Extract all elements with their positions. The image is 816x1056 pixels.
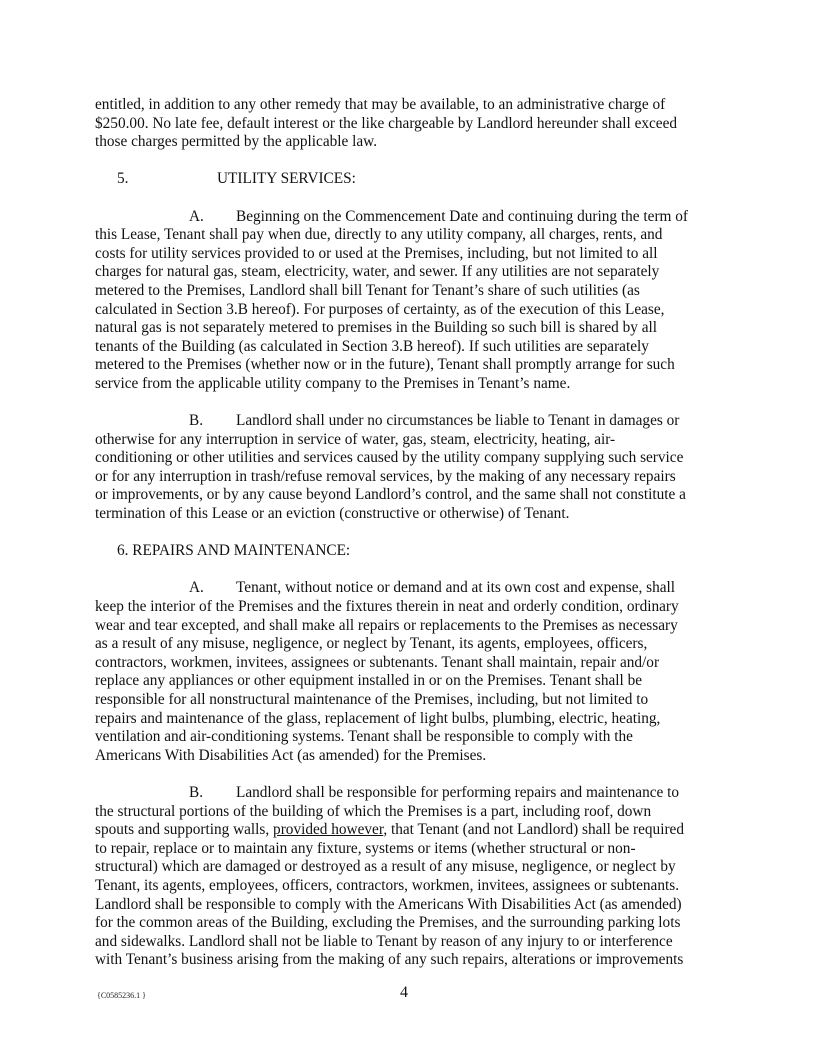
subsection-5b-first-line bbox=[95, 412, 715, 431]
body-text-line: the structural portions of the building of which the Premises is a part, including roof, down bbox=[95, 802, 652, 820]
body-text-line: conditioning or other utilities and services caused by the utility company supplying such service bbox=[95, 449, 684, 467]
page-number: 4 bbox=[400, 984, 408, 1001]
body-text-line: this Lease, Tenant shall pay when due, directly to any utility company, all charges, rents, and bbox=[95, 226, 663, 244]
body-text-line bbox=[95, 821, 715, 840]
subsection-letter: A. bbox=[189, 207, 204, 225]
underlined-term: provided however bbox=[273, 821, 384, 839]
body-text: spouts and supporting walls, bbox=[95, 821, 274, 839]
section-5-heading bbox=[95, 170, 715, 189]
subsection-letter: B. bbox=[189, 783, 204, 801]
body-text-line: termination of this Lease or an eviction (constructive or otherwise) of Tenant. bbox=[95, 505, 570, 523]
body-text-line: for the common areas of the Building, excluding the Premises, and the surrounding parking lots bbox=[95, 914, 681, 932]
body-text-line: or for any interruption in trash/refuse removal services, by the making of any necessary repairs bbox=[95, 467, 676, 485]
body-text-line: metered to the Premises, Landlord shall bill Tenant for Tenant’s share of such utilities (as bbox=[95, 281, 640, 299]
body-text: Tenant, without notice or demand and at its own cost and expense, shall bbox=[236, 579, 676, 597]
body-text-line: and sidewalks. Landlord shall not be liable to Tenant by reason of any injury to or interference bbox=[95, 932, 673, 950]
body-text-line: Tenant, its agents, employees, officers, contractors, workmen, invitees, assignees or subtenants. bbox=[95, 876, 680, 894]
subsection-letter: B. bbox=[189, 412, 204, 430]
body-text-line: to repair, replace or to maintain any fixture, systems or items (whether structural or non- bbox=[95, 839, 636, 857]
body-text-line: responsible for all nonstructural maintenance of the Premises, including, but not limited to bbox=[95, 691, 649, 708]
body-text-line: Landlord shall be responsible to comply with the Americans With Disabilities Act (as amended) bbox=[95, 895, 682, 913]
body-text: Landlord shall under no circumstances be liable to Tenant in damages or bbox=[236, 412, 680, 430]
body-text-line: structural) which are damaged or destroyed as a result of any misuse, negligence, or neglect by bbox=[95, 858, 676, 876]
subsection-6b-first-line bbox=[95, 784, 715, 803]
body-text-line: charges for natural gas, steam, electricity, water, and sewer. If any utilities are not separately bbox=[95, 263, 660, 281]
body-text-line: calculated in Section 3.B hereof). For purposes of certainty, as of the execution of this Lease, bbox=[95, 300, 665, 318]
body-text: Landlord shall be responsible for performing repairs and maintenance to bbox=[236, 783, 680, 801]
body-text-line: $250.00. No late fee, default interest or the like chargeable by Landlord hereunder shall exceed bbox=[95, 114, 678, 132]
body-text-line: otherwise for any interruption in service of water, gas, steam, electricity, heating, air- bbox=[95, 430, 616, 448]
body-text-line: contractors, workmen, invitees, assignees or subtenants. Tenant shall maintain, repair and/or bbox=[95, 653, 660, 671]
body-text-line: entitled, in addition to any other remedy that may be available, to an administrative charge of bbox=[95, 96, 666, 113]
body-text-line: natural gas is not separately metered to premises in the Building so such bill is shared by all bbox=[95, 319, 658, 337]
body-text-line: tenants of the Building (as calculated in Section 3.B hereof). If such utilities are separately bbox=[95, 337, 649, 355]
body-text-line: repairs and maintenance of the glass, replacement of light bulbs, plumbing, electric, heating, bbox=[95, 709, 661, 727]
body-text-line: with Tenant’s business arising from the making of any such repairs, alterations or improvements bbox=[95, 951, 684, 969]
body-text-line: keep the interior of the Premises and the fixtures therein in neat and orderly condition, ordinary bbox=[95, 598, 679, 616]
body-text: Beginning on the Commencement Date and continuing during the term of bbox=[236, 207, 689, 225]
body-text-line: metered to the Premises (whether now or in the future), Tenant shall promptly arrange for such bbox=[95, 356, 675, 374]
body-text-line: those charges permitted by the applicable law. bbox=[95, 133, 378, 151]
body-text-line: as a result of any misuse, negligence, or neglect by Tenant, its agents, employees, officers, bbox=[95, 635, 648, 653]
body-text-line: service from the applicable utility company to the Premises in Tenant’s name. bbox=[95, 374, 571, 392]
body-text-line: ventilation and air-conditioning systems. Tenant shall be responsible to comply with the bbox=[95, 728, 633, 746]
body-text-line: Americans With Disabilities Act (as amended) for the Premises. bbox=[95, 746, 487, 764]
body-text-line: or improvements, or by any cause beyond Landlord’s control, and the same shall not constitute a bbox=[95, 486, 686, 504]
body-text-line: wear and tear excepted, and shall make all repairs or replacements to the Premises as necessary bbox=[95, 616, 678, 634]
subsection-letter: A. bbox=[189, 579, 204, 597]
section-6-heading: 6. REPAIRS AND MAINTENANCE: bbox=[117, 542, 351, 560]
section-title: UTILITY SERVICES: bbox=[217, 170, 356, 188]
subsection-5a-first-line bbox=[95, 208, 715, 227]
body-text-line: replace any appliances or other equipment installed in or on the Premises. Tenant shall be bbox=[95, 672, 643, 690]
document-page bbox=[95, 96, 715, 970]
body-text: , that Tenant (and not Landlord) shall be required bbox=[383, 821, 684, 839]
subsection-6a-first-line bbox=[95, 579, 715, 598]
section-number: 5. bbox=[117, 170, 129, 188]
document-id-footer: {C0585236.1 } bbox=[97, 991, 147, 1000]
body-text-line: costs for utility services provided to or used at the Premises, including, but not limited to all bbox=[95, 244, 658, 262]
